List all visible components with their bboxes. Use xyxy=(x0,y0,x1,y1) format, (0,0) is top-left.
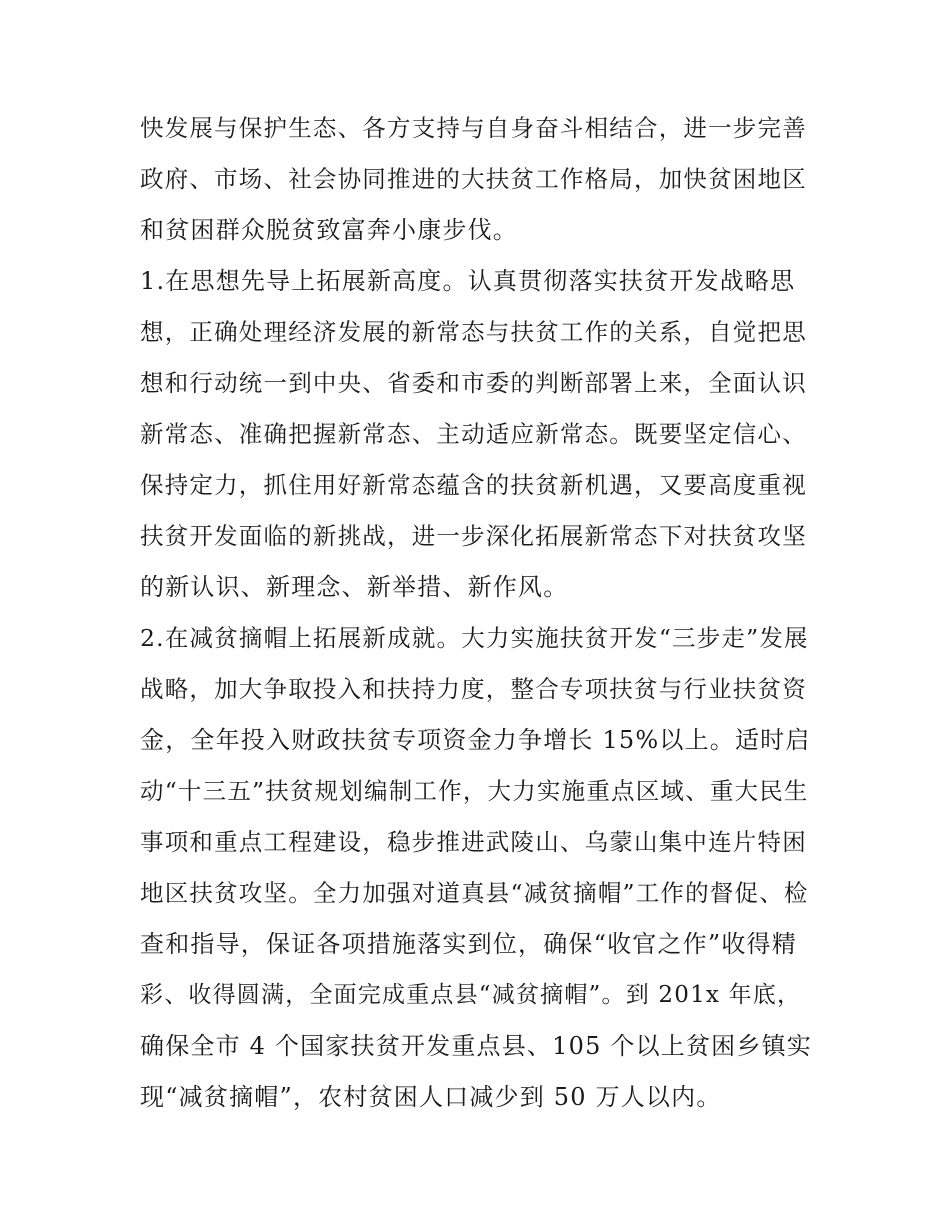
paragraph-line: 想，正确处理经济发展的新常态与扶贫工作的关系，自觉把思 xyxy=(140,318,807,346)
paragraph-line: 想和行动统一到中央、省委和市委的判断部署上来，全面认识 xyxy=(140,369,807,397)
section-heading-line: 2.在减贫摘帽上拓展新成就。大力实施扶贫开发“三步走”发展 xyxy=(140,624,809,652)
paragraph-line: 新常态、准确把握新常态、主动适应新常态。既要坚定信心、 xyxy=(140,420,807,448)
paragraph-line: 战略，加大争取投入和扶持力度，整合专项扶贫与行业扶贫资 xyxy=(140,675,807,703)
paragraph-line: 扶贫开发面临的新挑战，进一步深化拓展新常态下对扶贫攻坚 xyxy=(140,522,807,550)
paragraph-line: 政府、市场、社会协同推进的大扶贫工作格局，加快贫困地区 xyxy=(140,165,807,193)
paragraph-line: 保持定力，抓住用好新常态蕴含的扶贫新机遇，又要高度重视 xyxy=(140,471,807,499)
paragraph-line: 现“减贫摘帽”，农村贫困人口减少到 50 万人以内。 xyxy=(140,1083,722,1111)
paragraph-line: 彩、收得圆满，全面完成重点县“减贫摘帽”。到 201x 年底， xyxy=(140,982,802,1008)
section-heading-line: 1.在思想先导上拓展新高度。认真贯彻落实扶贫开发战略思 xyxy=(140,267,796,295)
paragraph-line: 的新认识、新理念、新举措、新作风。 xyxy=(140,573,569,601)
paragraph-line: 和贫困群众脱贫致富奔小康步伐。 xyxy=(140,216,518,244)
paragraph-line: 金，全年投入财政扶贫专项资金力争增长 15%以上。适时启 xyxy=(140,726,811,754)
paragraph-line: 事项和重点工程建设，稳步推进武陵山、乌蒙山集中连片特困 xyxy=(140,828,807,856)
paragraph-line: 快发展与保护生态、各方支持与自身奋斗相结合，进一步完善 xyxy=(140,114,807,142)
paragraph-line: 地区扶贫攻坚。全力加强对道真县“减贫摘帽”工作的督促、检 xyxy=(140,879,809,907)
paragraph-line: 确保全市 4 个国家扶贫开发重点县、105 个以上贫困乡镇实 xyxy=(140,1032,812,1060)
paragraph-line: 动“十三五”扶贫规划编制工作，大力实施重点区域、重大民生 xyxy=(140,777,809,805)
paragraph-line: 查和指导，保证各项措施落实到位，确保“收官之作”收得精 xyxy=(140,930,797,958)
